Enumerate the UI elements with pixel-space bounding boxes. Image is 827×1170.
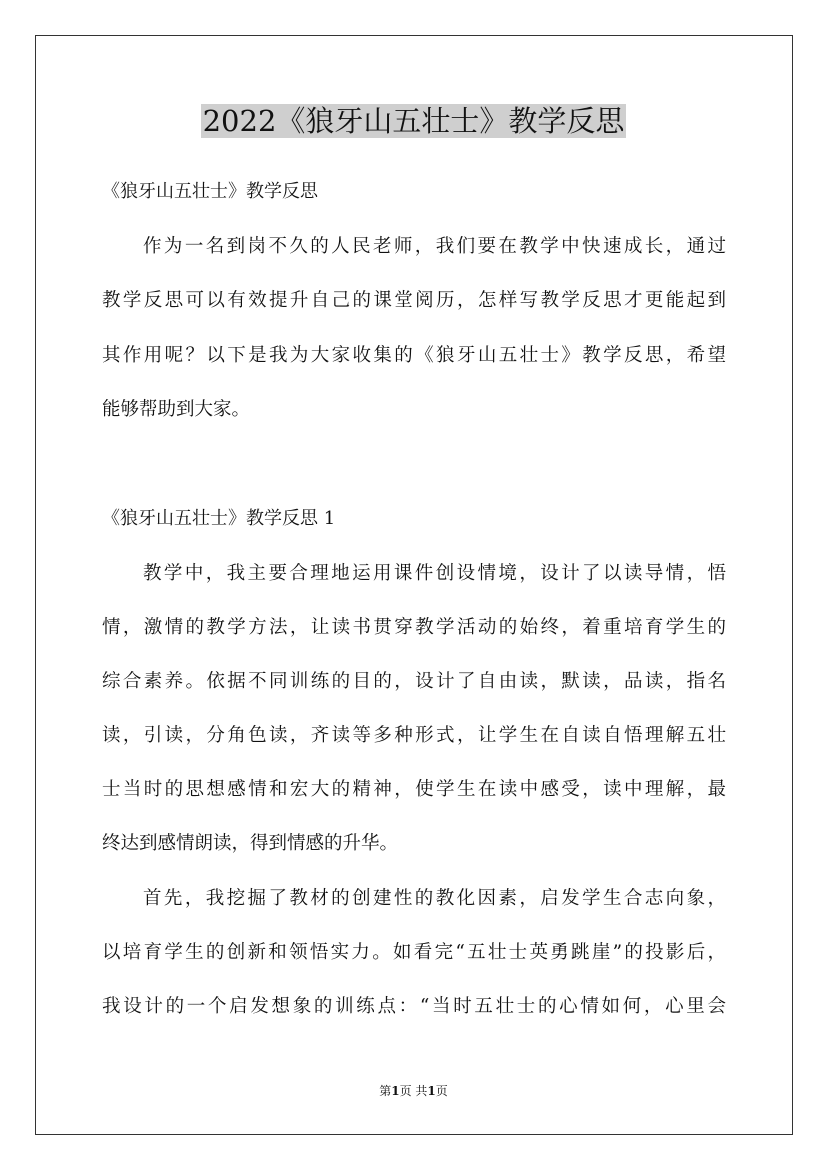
paragraph-line: 情，激情的教学方法，让读书贯穿教学活动的始终，着重培育学生的: [102, 617, 726, 638]
paragraph-line: 士当时的思想感情和宏大的精神，使学生在读中感受，读中理解，最: [102, 779, 726, 800]
paragraph-line: 其作用呢？以下是我为大家收集的《狼牙山五壮士》教学反思，希望: [102, 345, 726, 366]
paragraph-line: 以培育学生的创新和领悟实力。如看完“五壮士英勇跳崖”的投影后，: [102, 942, 726, 963]
page-total: 1: [427, 1084, 436, 1098]
paragraph-line: 教学反思可以有效提升自己的课堂阅历，怎样写教学反思才更能起到: [102, 290, 726, 311]
paragraph-line: 首先，我挖掘了教材的创建性的教化因素，启发学生合志向象，: [143, 888, 726, 909]
intro-heading: 《狼牙山五壮士》教学反思: [102, 181, 318, 202]
paragraph-line: 能够帮助到大家。: [102, 399, 251, 420]
paragraph-line: 终达到感情朗读，得到情感的升华。: [102, 833, 399, 854]
footer-prefix: 第: [379, 1084, 392, 1098]
page-footer: [0, 1082, 827, 1100]
section-heading: 《狼牙山五壮士》教学反思 1: [102, 508, 336, 529]
document-title: [0, 98, 827, 144]
paragraph-line: 读，引读，分角色读，齐读等多种形式，让学生在自读自悟理解五壮: [102, 725, 726, 746]
paragraph-line: 教学中，我主要合理地运用课件创设情境，设计了以读导情，悟: [143, 563, 726, 584]
paragraph-line: 综合素养。依据不同训练的目的，设计了自由读，默读，品读，指名: [102, 671, 726, 692]
paragraph-line: 作为一名到岗不久的人民老师，我们要在教学中快速成长，通过: [143, 236, 726, 257]
footer-suffix: 页: [435, 1084, 448, 1098]
footer-mid: 页 共: [399, 1084, 428, 1098]
paragraph-line: 我设计的一个启发想象的训练点：“当时五壮士的心情如何，心里会: [102, 996, 726, 1017]
page-number: 1: [391, 1084, 400, 1098]
document-title-text: 2022《狼牙山五壮士》教学反思: [202, 104, 625, 138]
